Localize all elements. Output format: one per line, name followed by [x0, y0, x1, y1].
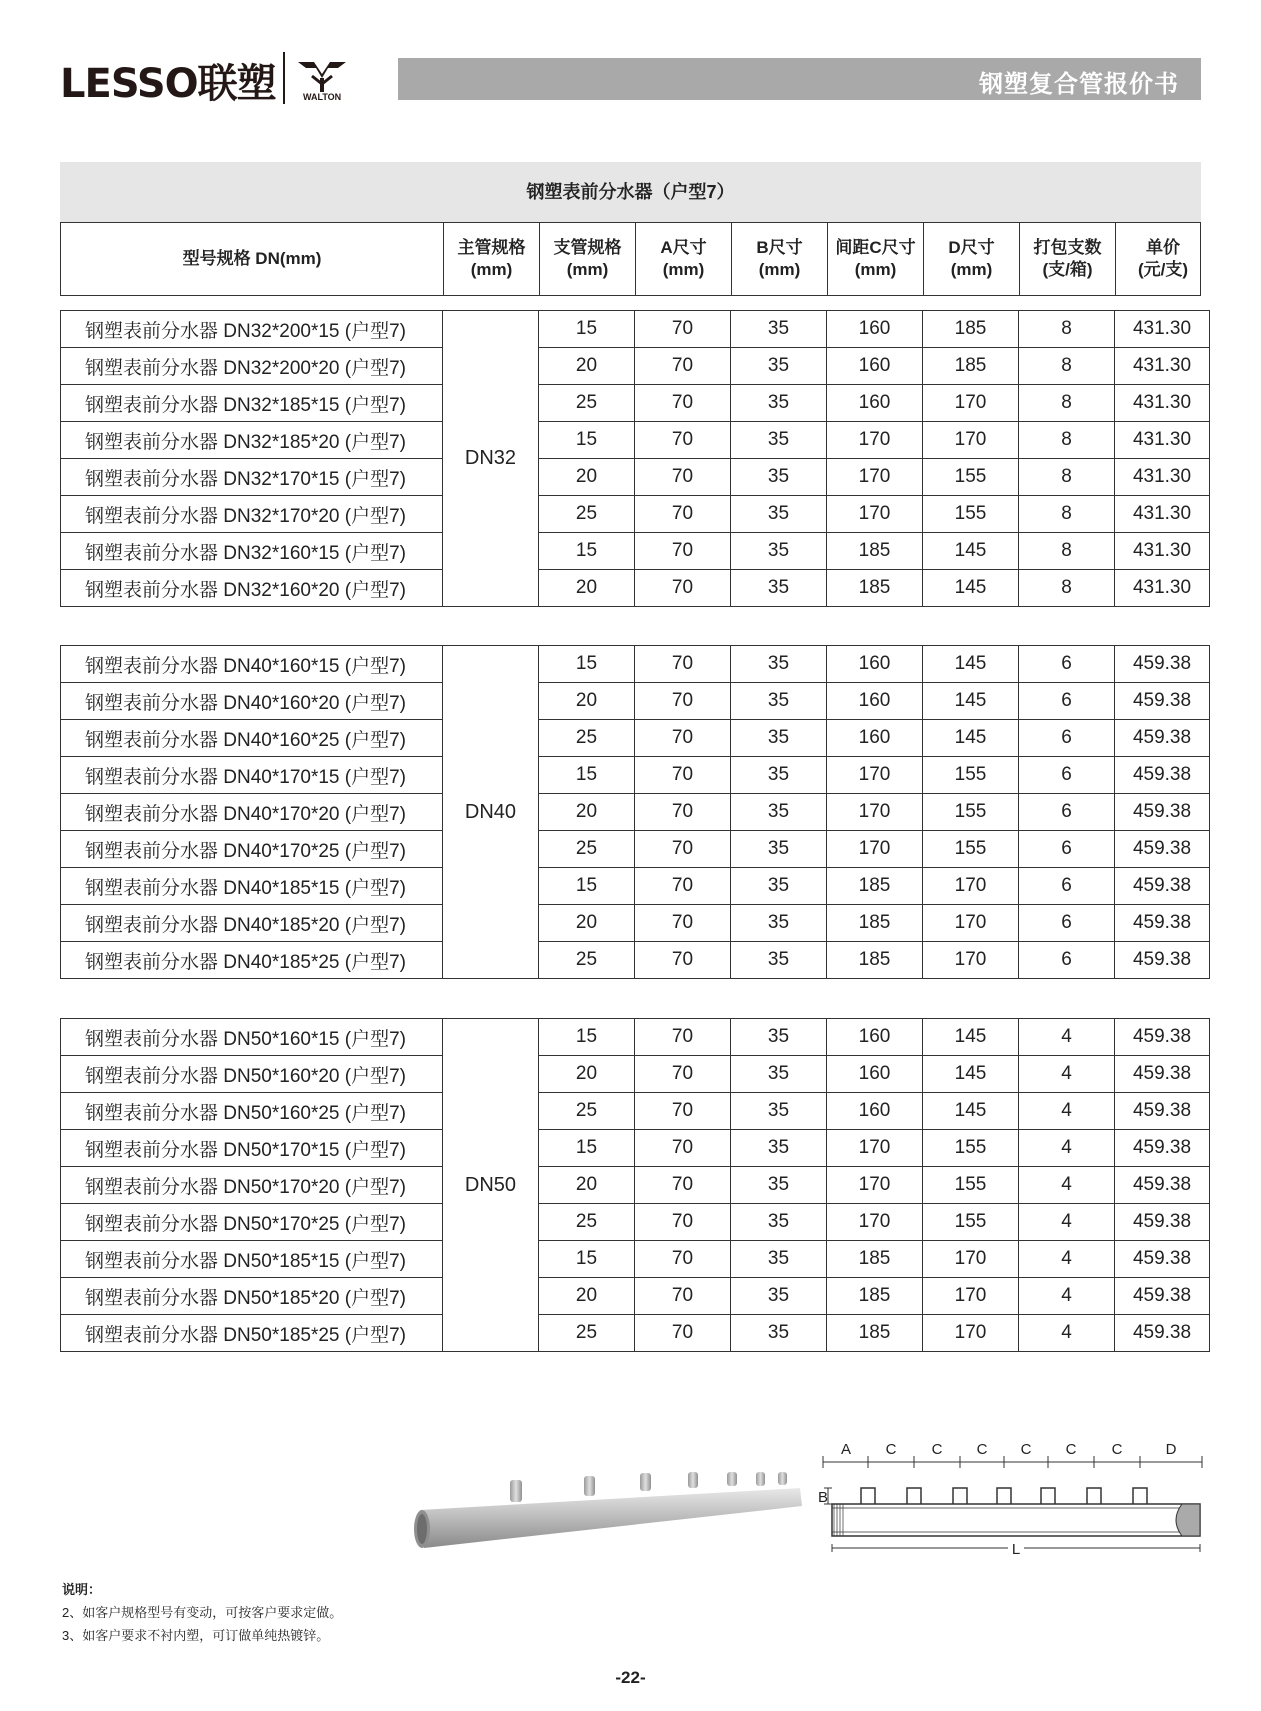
column-header-line2: (支/箱): [1042, 260, 1093, 279]
table-cell: 185: [827, 570, 923, 607]
table-cell: 6: [1019, 683, 1115, 720]
table-cell: 185: [827, 942, 923, 979]
table-cell: 4: [1019, 1093, 1115, 1130]
table-cell: 70: [635, 1056, 731, 1093]
table-cell: 160: [827, 311, 923, 348]
table-cell: 70: [635, 1241, 731, 1278]
model-name-cell: 钢塑表前分水器 DN32*170*15 (户型7): [61, 459, 443, 496]
table-cell: 459.38: [1115, 683, 1210, 720]
note-item-2: 3、如客户要求不衬内塑，可订做单纯热镀锌。: [62, 1628, 330, 1643]
table-cell: 170: [827, 496, 923, 533]
table-row: [61, 459, 1210, 496]
table-cell: 35: [731, 311, 827, 348]
table-cell: 145: [923, 1093, 1019, 1130]
table-cell: 35: [731, 1093, 827, 1130]
table-row: [61, 348, 1210, 385]
table-cell: 6: [1019, 757, 1115, 794]
table-row: [61, 496, 1210, 533]
dimension-label: C: [1065, 1441, 1077, 1458]
table-cell: 35: [731, 422, 827, 459]
page-number: -22-: [615, 1668, 646, 1687]
table-cell: 459.38: [1115, 868, 1210, 905]
column-header-7: [1019, 223, 1115, 295]
table-row: [61, 1130, 1210, 1167]
table-cell: 35: [731, 1241, 827, 1278]
logo-divider: [283, 52, 285, 104]
column-header-line1: 间距C尺寸: [835, 238, 916, 257]
dimension-label: C: [931, 1441, 943, 1458]
table-row: [61, 831, 1210, 868]
table-cell: 35: [731, 831, 827, 868]
column-header-line1: 单价: [1146, 238, 1180, 257]
table-cell: 35: [731, 459, 827, 496]
table-cell: 8: [1019, 311, 1115, 348]
table-cell: 25: [539, 496, 635, 533]
table-row: [61, 533, 1210, 570]
table-cell: 35: [731, 942, 827, 979]
column-header-line1: A尺寸: [660, 238, 707, 257]
table-cell: 70: [635, 757, 731, 794]
page-header: [0, 0, 1261, 120]
table-cell: 155: [923, 831, 1019, 868]
table-cell: 35: [731, 1315, 827, 1352]
table-cell: 35: [731, 794, 827, 831]
table-cell: 155: [923, 1204, 1019, 1241]
table-cell: 35: [731, 1167, 827, 1204]
table-cell: 145: [923, 646, 1019, 683]
table-row: [61, 422, 1210, 459]
table-cell: 6: [1019, 868, 1115, 905]
table-cell: 6: [1019, 720, 1115, 757]
table-cell: 459.38: [1115, 720, 1210, 757]
table-row: [61, 1019, 1210, 1056]
table-cell: 459.38: [1115, 1241, 1210, 1278]
model-name-cell: 钢塑表前分水器 DN50*170*15 (户型7): [61, 1130, 443, 1167]
table-cell: 35: [731, 570, 827, 607]
table-cell: 6: [1019, 794, 1115, 831]
header-title-bar: [398, 58, 1201, 100]
table-cell: 35: [731, 496, 827, 533]
model-name-cell: 钢塑表前分水器 DN32*185*20 (户型7): [61, 422, 443, 459]
column-header-2: [539, 223, 635, 295]
table-cell: 145: [923, 533, 1019, 570]
group-dn32: [60, 310, 1201, 607]
table-cell: 4: [1019, 1241, 1115, 1278]
table-cell: 155: [923, 1167, 1019, 1204]
table-cell: 431.30: [1115, 422, 1210, 459]
table-title: 钢塑表前分水器（户型7）: [60, 162, 1201, 222]
table-cell: 15: [539, 646, 635, 683]
table-cell: 8: [1019, 459, 1115, 496]
table-row: [61, 1093, 1210, 1130]
table-row: [61, 1056, 1210, 1093]
table-cell: 20: [539, 1167, 635, 1204]
model-name-cell: 钢塑表前分水器 DN32*160*15 (户型7): [61, 533, 443, 570]
table-cell: 431.30: [1115, 348, 1210, 385]
model-name-cell: 钢塑表前分水器 DN32*185*15 (户型7): [61, 385, 443, 422]
notes: [62, 1578, 342, 1647]
table-cell: 15: [539, 1241, 635, 1278]
main-pipe-spec: DN40: [443, 646, 539, 979]
table-cell: 170: [827, 794, 923, 831]
model-name-cell: 钢塑表前分水器 DN50*185*20 (户型7): [61, 1278, 443, 1315]
table-cell: 35: [731, 905, 827, 942]
table-cell: 170: [923, 1278, 1019, 1315]
table-cell: 6: [1019, 942, 1115, 979]
table-cell: 170: [827, 459, 923, 496]
table-cell: 15: [539, 868, 635, 905]
table-cell: 459.38: [1115, 1019, 1210, 1056]
column-header-line2: (mm): [662, 260, 705, 279]
table-cell: 459.38: [1115, 831, 1210, 868]
lesso-logo: LESSO联塑: [60, 61, 276, 107]
model-name-cell: 钢塑表前分水器 DN32*160*20 (户型7): [61, 570, 443, 607]
table-cell: 70: [635, 459, 731, 496]
table-cell: 70: [635, 646, 731, 683]
table-cell: 15: [539, 533, 635, 570]
table-cell: 185: [827, 533, 923, 570]
table-cell: 170: [827, 831, 923, 868]
column-header-line2: (mm): [758, 260, 801, 279]
table-cell: 20: [539, 683, 635, 720]
table-cell: 170: [923, 868, 1019, 905]
table-cell: 459.38: [1115, 1130, 1210, 1167]
table-cell: 170: [923, 905, 1019, 942]
table-cell: 35: [731, 683, 827, 720]
table-row: [61, 905, 1210, 942]
model-name-cell: 钢塑表前分水器 DN50*160*25 (户型7): [61, 1093, 443, 1130]
table-cell: 160: [827, 385, 923, 422]
model-name-cell: 钢塑表前分水器 DN40*185*20 (户型7): [61, 905, 443, 942]
table-cell: 160: [827, 1093, 923, 1130]
table-cell: 20: [539, 570, 635, 607]
table-cell: 35: [731, 868, 827, 905]
table-cell: 35: [731, 1204, 827, 1241]
table-cell: 35: [731, 720, 827, 757]
table-row: [61, 794, 1210, 831]
table-cell: 160: [827, 1019, 923, 1056]
table-cell: 145: [923, 1056, 1019, 1093]
table-cell: 20: [539, 905, 635, 942]
column-header-5: [827, 223, 923, 295]
table-cell: 20: [539, 1278, 635, 1315]
table-cell: 35: [731, 533, 827, 570]
dimension-label: C: [976, 1441, 988, 1458]
table-cell: 170: [827, 757, 923, 794]
table-cell: 8: [1019, 496, 1115, 533]
table-cell: 155: [923, 1130, 1019, 1167]
table-cell: 15: [539, 1019, 635, 1056]
table-cell: 431.30: [1115, 385, 1210, 422]
table-cell: 70: [635, 868, 731, 905]
table-row: [61, 311, 1210, 348]
table-cell: 70: [635, 1130, 731, 1167]
table-cell: 170: [827, 1167, 923, 1204]
table-cell: 35: [731, 385, 827, 422]
dimension-label: C: [1111, 1441, 1123, 1458]
table-cell: 185: [923, 311, 1019, 348]
table-cell: 145: [923, 720, 1019, 757]
table-cell: 4: [1019, 1204, 1115, 1241]
table-cell: 155: [923, 496, 1019, 533]
column-header-line1: 打包支数: [1033, 238, 1102, 257]
table-cell: 15: [539, 422, 635, 459]
table-cell: 170: [923, 942, 1019, 979]
table-header: [60, 222, 1201, 296]
dimension-label-b: B: [818, 1489, 829, 1506]
dimension-label: D: [1165, 1441, 1177, 1458]
table-cell: 35: [731, 1130, 827, 1167]
table-cell: 15: [539, 1130, 635, 1167]
model-name-cell: 钢塑表前分水器 DN50*170*20 (户型7): [61, 1167, 443, 1204]
column-header-line2: (mm): [470, 260, 513, 279]
table-row: [61, 646, 1210, 683]
table-cell: 20: [539, 459, 635, 496]
model-name-cell: 钢塑表前分水器 DN40*170*15 (户型7): [61, 757, 443, 794]
table-cell: 70: [635, 905, 731, 942]
table-cell: 70: [635, 570, 731, 607]
table-cell: 70: [635, 348, 731, 385]
table-cell: 8: [1019, 422, 1115, 459]
table-row: [61, 942, 1210, 979]
table-cell: 8: [1019, 570, 1115, 607]
table-cell: 70: [635, 1315, 731, 1352]
table-cell: 170: [923, 385, 1019, 422]
table-row: [61, 720, 1210, 757]
table-cell: 70: [635, 720, 731, 757]
model-name-cell: 钢塑表前分水器 DN32*200*15 (户型7): [61, 311, 443, 348]
table-cell: 35: [731, 348, 827, 385]
table-cell: 70: [635, 1167, 731, 1204]
column-header-6: [923, 223, 1019, 295]
column-header-line1: D尺寸: [948, 238, 995, 257]
model-name-cell: 钢塑表前分水器 DN40*170*20 (户型7): [61, 794, 443, 831]
table-cell: 185: [923, 348, 1019, 385]
table-row: [61, 868, 1210, 905]
document-title: 钢塑复合管报价书: [979, 71, 1179, 98]
model-name-cell: 钢塑表前分水器 DN50*160*20 (户型7): [61, 1056, 443, 1093]
table-cell: 185: [827, 868, 923, 905]
table-cell: 170: [827, 422, 923, 459]
table-cell: 170: [923, 1315, 1019, 1352]
table-row: [61, 570, 1210, 607]
column-header-3: [635, 223, 731, 295]
model-name-cell: 钢塑表前分水器 DN40*185*25 (户型7): [61, 942, 443, 979]
table-cell: 145: [923, 683, 1019, 720]
table-cell: 20: [539, 1056, 635, 1093]
table-cell: 459.38: [1115, 646, 1210, 683]
table-cell: 35: [731, 646, 827, 683]
model-name-cell: 钢塑表前分水器 DN40*160*25 (户型7): [61, 720, 443, 757]
table-cell: 70: [635, 1019, 731, 1056]
table-cell: 8: [1019, 385, 1115, 422]
table-cell: 145: [923, 570, 1019, 607]
table-cell: 170: [923, 1241, 1019, 1278]
table-cell: 70: [635, 794, 731, 831]
table-cell: 35: [731, 757, 827, 794]
table-cell: 8: [1019, 348, 1115, 385]
table-cell: 35: [731, 1019, 827, 1056]
table-cell: 4: [1019, 1278, 1115, 1315]
table-row: [61, 385, 1210, 422]
table-cell: 4: [1019, 1130, 1115, 1167]
table-cell: 185: [827, 1241, 923, 1278]
table-cell: 459.38: [1115, 1315, 1210, 1352]
column-header-line1: 支管规格: [553, 238, 622, 257]
table-cell: 25: [539, 720, 635, 757]
table-cell: 35: [731, 1056, 827, 1093]
note-item-1: 2、如客户规格型号有变动，可按客户要求定做。: [62, 1605, 343, 1620]
table-cell: 459.38: [1115, 1056, 1210, 1093]
table-cell: 70: [635, 1093, 731, 1130]
model-name-cell: 钢塑表前分水器 DN40*170*25 (户型7): [61, 831, 443, 868]
dimension-label: A: [840, 1441, 852, 1458]
table-cell: 70: [635, 942, 731, 979]
table-cell: 459.38: [1115, 942, 1210, 979]
table-cell: 4: [1019, 1167, 1115, 1204]
table-cell: 70: [635, 831, 731, 868]
table-cell: 170: [827, 1204, 923, 1241]
group-dn50: [60, 1018, 1201, 1352]
table-cell: 459.38: [1115, 905, 1210, 942]
table-cell: 459.38: [1115, 1167, 1210, 1204]
dimension-diagram: [818, 1436, 1208, 1566]
column-header-line1: B尺寸: [756, 238, 803, 257]
table-row: [61, 1278, 1210, 1315]
column-header-line1: 型号规格 DN(mm): [182, 249, 322, 268]
column-header-4: [731, 223, 827, 295]
table-cell: 25: [539, 831, 635, 868]
walton-text: WALTON: [303, 92, 342, 102]
table-cell: 8: [1019, 533, 1115, 570]
table-cell: 459.38: [1115, 757, 1210, 794]
table-cell: 145: [923, 1019, 1019, 1056]
main-pipe-spec: DN50: [443, 1019, 539, 1352]
table-cell: 4: [1019, 1315, 1115, 1352]
table-row: [61, 1167, 1210, 1204]
table-cell: 185: [827, 1278, 923, 1315]
table-cell: 70: [635, 1204, 731, 1241]
table-cell: 185: [827, 905, 923, 942]
table-row: [61, 683, 1210, 720]
column-header-1: [443, 223, 539, 295]
column-header-line2: (mm): [950, 260, 993, 279]
table-cell: 6: [1019, 646, 1115, 683]
table-cell: 155: [923, 459, 1019, 496]
model-name-cell: 钢塑表前分水器 DN40*160*20 (户型7): [61, 683, 443, 720]
table-cell: 160: [827, 683, 923, 720]
group-dn40: [60, 645, 1201, 979]
model-name-cell: 钢塑表前分水器 DN50*185*15 (户型7): [61, 1241, 443, 1278]
table-cell: 431.30: [1115, 570, 1210, 607]
table-row: [61, 1204, 1210, 1241]
table-cell: 20: [539, 348, 635, 385]
column-header-8: [1115, 223, 1210, 295]
model-name-cell: 钢塑表前分水器 DN50*185*25 (户型7): [61, 1315, 443, 1352]
dimension-label-l: L: [1011, 1541, 1021, 1558]
table-cell: 160: [827, 1056, 923, 1093]
table-cell: 25: [539, 1093, 635, 1130]
table-cell: 25: [539, 942, 635, 979]
table-cell: 431.30: [1115, 496, 1210, 533]
table-cell: 431.30: [1115, 311, 1210, 348]
table-cell: 35: [731, 1278, 827, 1315]
column-header-line2: (mm): [854, 260, 897, 279]
model-name-cell: 钢塑表前分水器 DN50*160*15 (户型7): [61, 1019, 443, 1056]
table-cell: 459.38: [1115, 1093, 1210, 1130]
table-cell: 431.30: [1115, 533, 1210, 570]
table-cell: 70: [635, 311, 731, 348]
table-cell: 25: [539, 1204, 635, 1241]
table-cell: 459.38: [1115, 1204, 1210, 1241]
manifold-product-image: [412, 1470, 802, 1560]
table-cell: 160: [827, 348, 923, 385]
table-cell: 20: [539, 794, 635, 831]
table-cell: 4: [1019, 1056, 1115, 1093]
column-header-line2: (元/支): [1137, 260, 1189, 279]
table-cell: 70: [635, 533, 731, 570]
table-cell: 459.38: [1115, 794, 1210, 831]
table-row: [61, 1241, 1210, 1278]
table-row: [61, 1315, 1210, 1352]
model-name-cell: 钢塑表前分水器 DN40*160*15 (户型7): [61, 646, 443, 683]
table-cell: 155: [923, 794, 1019, 831]
main-pipe-spec: DN32: [443, 311, 539, 607]
dimension-label: C: [885, 1441, 897, 1458]
table-cell: 459.38: [1115, 1278, 1210, 1315]
table-cell: 185: [827, 1315, 923, 1352]
model-name-cell: 钢塑表前分水器 DN32*170*20 (户型7): [61, 496, 443, 533]
table-cell: 431.30: [1115, 459, 1210, 496]
table-cell: 155: [923, 757, 1019, 794]
table-cell: 25: [539, 1315, 635, 1352]
table-cell: 170: [827, 1130, 923, 1167]
table-cell: 70: [635, 683, 731, 720]
model-name-cell: 钢塑表前分水器 DN32*200*20 (户型7): [61, 348, 443, 385]
table-cell: 170: [923, 422, 1019, 459]
column-header-line2: (mm): [566, 260, 609, 279]
table-cell: 70: [635, 422, 731, 459]
table-cell: 160: [827, 720, 923, 757]
table-cell: 70: [635, 496, 731, 533]
table-cell: 25: [539, 385, 635, 422]
table-cell: 6: [1019, 831, 1115, 868]
table-row: [61, 757, 1210, 794]
table-cell: 15: [539, 757, 635, 794]
table-cell: 70: [635, 385, 731, 422]
column-header-line1: 主管规格: [457, 238, 526, 257]
column-header-0: [61, 223, 443, 295]
model-name-cell: 钢塑表前分水器 DN40*185*15 (户型7): [61, 868, 443, 905]
table-cell: 6: [1019, 905, 1115, 942]
model-name-cell: 钢塑表前分水器 DN50*170*25 (户型7): [61, 1204, 443, 1241]
table-cell: 4: [1019, 1019, 1115, 1056]
notes-title: 说明：: [62, 1582, 102, 1597]
dimension-label: C: [1020, 1441, 1032, 1458]
table-cell: 15: [539, 311, 635, 348]
table-cell: 160: [827, 646, 923, 683]
table-cell: 70: [635, 1278, 731, 1315]
